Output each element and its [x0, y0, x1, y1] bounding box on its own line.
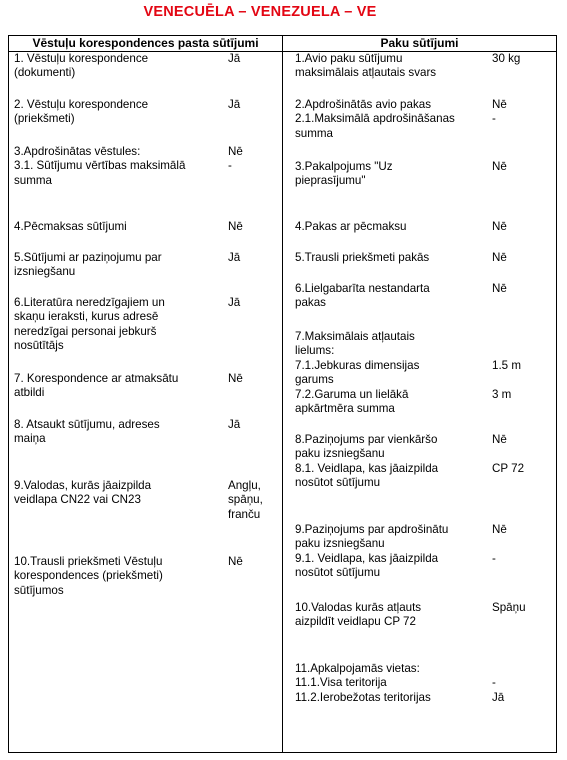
- parcel-item-8-line: paku izsniegšanu: [295, 447, 385, 461]
- letter-item-3-line: 3.1. Sūtījumu vērtības maksimālā: [14, 159, 186, 173]
- letter-item-6-line: nosūtītājs: [14, 339, 64, 353]
- parcel-item-11-value-line: -: [492, 676, 496, 690]
- parcel-item-6: [295, 282, 430, 311]
- letter-item-9-value: [228, 479, 263, 522]
- parcel-item-8-value-line: Nē: [492, 433, 507, 446]
- page-title: VENECUĒLA – VENEZUELA – VE: [143, 4, 377, 20]
- parcel-item-1: [295, 52, 436, 81]
- letter-item-9: [14, 479, 151, 508]
- letter-item-4: [14, 220, 127, 234]
- parcel-item-3-value: [492, 160, 507, 174]
- parcel-item-7-value-line: [492, 344, 521, 358]
- column-divider: [282, 35, 283, 753]
- parcel-item-8-line: 8.1. Veidlapa, kas jāaizpilda: [295, 461, 439, 475]
- letter-item-9-line: 9.Valodas, kurās jāaizpilda: [14, 479, 152, 492]
- parcel-item-2-value-line: -: [492, 112, 496, 126]
- parcel-item-10-value-line: Spāņu: [492, 601, 526, 614]
- header-right: Paku sūtījumi: [380, 36, 459, 50]
- parcel-item-11: [295, 662, 431, 705]
- letter-item-2-line: 2. Vēstuļu korespondence: [14, 98, 149, 111]
- letter-item-2-value: [228, 98, 240, 112]
- header-left: Vēstuļu korespondences pasta sūtījumi: [32, 36, 259, 50]
- parcel-item-9: [295, 523, 448, 581]
- parcel-item-10-line: 10.Valodas kurās atļauts: [295, 601, 422, 614]
- parcel-item-7-line: 7.1.Jebkuras dimensijas: [295, 358, 420, 372]
- parcel-item-9-line: nosūtot sūtījumu: [295, 566, 381, 580]
- letter-item-7-value-line: Nē: [228, 372, 243, 385]
- letter-item-7-line: 7. Korespondence ar atmaksātu: [14, 372, 179, 385]
- parcel-item-3-line: 3.Pakalpojums "Uz: [295, 160, 393, 173]
- letter-item-1-line: (dokumenti): [14, 66, 76, 80]
- parcel-item-6-line: pakas: [295, 296, 326, 310]
- letter-item-2-value-line: Jā: [228, 98, 241, 111]
- letter-item-8-value-line: Jā: [228, 418, 241, 431]
- letter-item-3-line: summa: [14, 173, 53, 187]
- letter-item-1-value: [228, 52, 240, 66]
- parcel-item-1-value: [492, 52, 520, 66]
- parcel-item-11-value-line: Jā: [492, 690, 505, 704]
- letter-item-9-value-line: spāņu,: [228, 493, 263, 507]
- letter-item-6-value: [228, 296, 240, 310]
- letter-item-8: [14, 418, 160, 447]
- parcel-item-10-value: [492, 601, 526, 615]
- letter-item-4-value: [228, 220, 243, 234]
- parcel-item-5: [295, 251, 429, 265]
- letter-item-9-line: veidlapa CN22 vai CN23: [14, 493, 141, 507]
- parcel-item-9-value-line: Nē: [492, 523, 507, 536]
- parcel-item-7-line: 7.Maksimālais atļautais: [295, 330, 415, 343]
- letter-item-1-line: 1. Vēstuļu korespondence: [14, 52, 149, 65]
- letter-item-7: [14, 372, 178, 401]
- parcel-item-4-line: 4.Pakas ar pēcmaksu: [295, 220, 407, 233]
- letter-item-6: [14, 296, 165, 354]
- parcel-item-9-value-line: -: [492, 551, 496, 565]
- parcel-item-10: [295, 601, 421, 630]
- letter-item-4-line: 4.Pēcmaksas sūtījumi: [14, 220, 127, 233]
- parcel-item-7-line: lielums:: [295, 344, 335, 358]
- parcel-item-7-value: [492, 330, 521, 402]
- parcel-item-7-value-line: [492, 373, 521, 387]
- letter-item-8-line: maiņa: [14, 432, 46, 446]
- letter-item-8-value: [228, 418, 240, 432]
- letter-item-8-line: 8. Atsaukt sūtījumu, adreses: [14, 418, 160, 431]
- parcel-item-7-line: apkārtmēra summa: [295, 402, 395, 416]
- parcel-item-2-line: 2.1.Maksimālā apdrošināšanas: [295, 112, 455, 126]
- parcel-item-5-line: 5.Trausli priekšmeti pakās: [295, 251, 430, 264]
- parcel-item-6-value: [492, 282, 507, 296]
- parcel-item-5-value-line: Nē: [492, 251, 507, 264]
- parcel-item-3-line: pieprasījumu": [295, 174, 366, 188]
- parcel-item-9-value-line: [492, 537, 507, 551]
- letter-item-3-value-line: -: [228, 159, 232, 173]
- parcel-item-4-value-line: Nē: [492, 220, 507, 233]
- letter-item-9-value-line: Angļu,: [228, 479, 261, 492]
- parcel-item-9-line: paku izsniegšanu: [295, 537, 385, 551]
- letter-item-10-value: [228, 555, 243, 569]
- letter-item-10-line: sūtījumos: [14, 583, 64, 597]
- parcel-item-7-value-line: 1.5 m: [492, 358, 521, 372]
- parcel-item-1-line: 1.Avio paku sūtījumu: [295, 52, 403, 65]
- letter-item-10-line: korespondences (priekšmeti): [14, 569, 163, 583]
- parcel-item-8: [295, 433, 438, 491]
- parcel-item-11-line: 11.1.Visa teritorija: [295, 676, 387, 690]
- letter-item-4-value-line: Nē: [228, 220, 243, 233]
- parcel-item-7-value-line: [492, 330, 521, 344]
- letter-item-9-value-line: franču: [228, 507, 261, 521]
- letter-item-3: [14, 145, 185, 188]
- parcel-item-7-line: garums: [295, 373, 334, 387]
- letter-item-6-line: neredzīgai personai jebkurš: [14, 324, 157, 338]
- letter-item-6-line: skaņu ieraksti, kurus adresē: [14, 310, 159, 324]
- parcel-item-8-line: 8.Paziņojums par vienkāršo: [295, 433, 438, 446]
- letter-item-10: [14, 555, 163, 598]
- parcel-item-10-line: aizpildīt veidlapu CP 72: [295, 615, 416, 629]
- letter-item-3-value-line: Nē: [228, 145, 243, 158]
- parcel-item-9-line: 9.1. Veidlapa, kas jāaizpilda: [295, 551, 439, 565]
- parcel-item-9-value: [492, 523, 507, 566]
- letter-item-5: [14, 251, 162, 280]
- letter-item-1-value-line: Jā: [228, 52, 241, 65]
- parcel-item-3-value-line: Nē: [492, 160, 507, 173]
- parcel-item-8-value: [492, 433, 524, 476]
- parcel-item-8-line: nosūtot sūtījumu: [295, 476, 381, 490]
- parcel-item-7-value-line: 3 m: [492, 387, 512, 401]
- parcel-item-6-value-line: Nē: [492, 282, 507, 295]
- parcel-item-1-value-line: 30 kg: [492, 52, 521, 65]
- parcel-item-11-line: 11.2.Ierobežotas teritorijas: [295, 690, 431, 704]
- parcel-item-8-value-line: CP 72: [492, 461, 525, 475]
- parcel-item-2-value: [492, 98, 507, 127]
- parcel-item-2-line: 2.Apdrošinātās avio pakas: [295, 98, 431, 111]
- parcel-item-5-value: [492, 251, 507, 265]
- letter-item-10-value-line: Nē: [228, 555, 243, 568]
- parcel-item-7-line: 7.2.Garuma un lielākā: [295, 387, 409, 401]
- parcel-item-3: [295, 160, 393, 189]
- parcel-item-4-value: [492, 220, 507, 234]
- letter-item-3-line: 3.Apdrošinātas vēstules:: [14, 145, 141, 158]
- parcel-item-11-value-line: [492, 662, 504, 676]
- parcel-item-9-line: 9.Paziņojums par apdrošinātu: [295, 523, 449, 536]
- letter-item-10-line: 10.Trausli priekšmeti Vēstuļu: [14, 555, 163, 568]
- letter-item-5-line: izsniegšanu: [14, 265, 76, 279]
- parcel-item-6-line: 6.Lielgabarīta nestandarta: [295, 282, 430, 295]
- parcel-item-8-value-line: [492, 447, 524, 461]
- parcel-item-1-line: maksimālais atļautais svars: [295, 66, 437, 80]
- parcel-item-11-line: 11.Apkalpojamās vietas:: [295, 662, 420, 675]
- letter-item-2-line: (priekšmeti): [14, 112, 75, 126]
- parcel-item-2: [295, 98, 455, 141]
- letter-item-5-value: [228, 251, 240, 265]
- parcel-item-7: [295, 330, 419, 416]
- letter-item-5-line: 5.Sūtījumi ar paziņojumu par: [14, 251, 162, 264]
- parcel-item-4: [295, 220, 406, 234]
- letter-item-6-value-line: Jā: [228, 296, 241, 309]
- letter-item-3-value: [228, 145, 243, 174]
- parcel-item-11-value: [492, 662, 504, 705]
- letter-item-2: [14, 98, 148, 127]
- letter-item-6-line: 6.Literatūra neredzīgajiem un: [14, 296, 165, 309]
- letter-item-7-line: atbildi: [14, 386, 45, 400]
- parcel-item-2-value-line: Nē: [492, 98, 507, 111]
- letter-item-1: [14, 52, 148, 81]
- parcel-item-2-line: summa: [295, 126, 334, 140]
- letter-item-5-value-line: Jā: [228, 251, 241, 264]
- letter-item-7-value: [228, 372, 243, 386]
